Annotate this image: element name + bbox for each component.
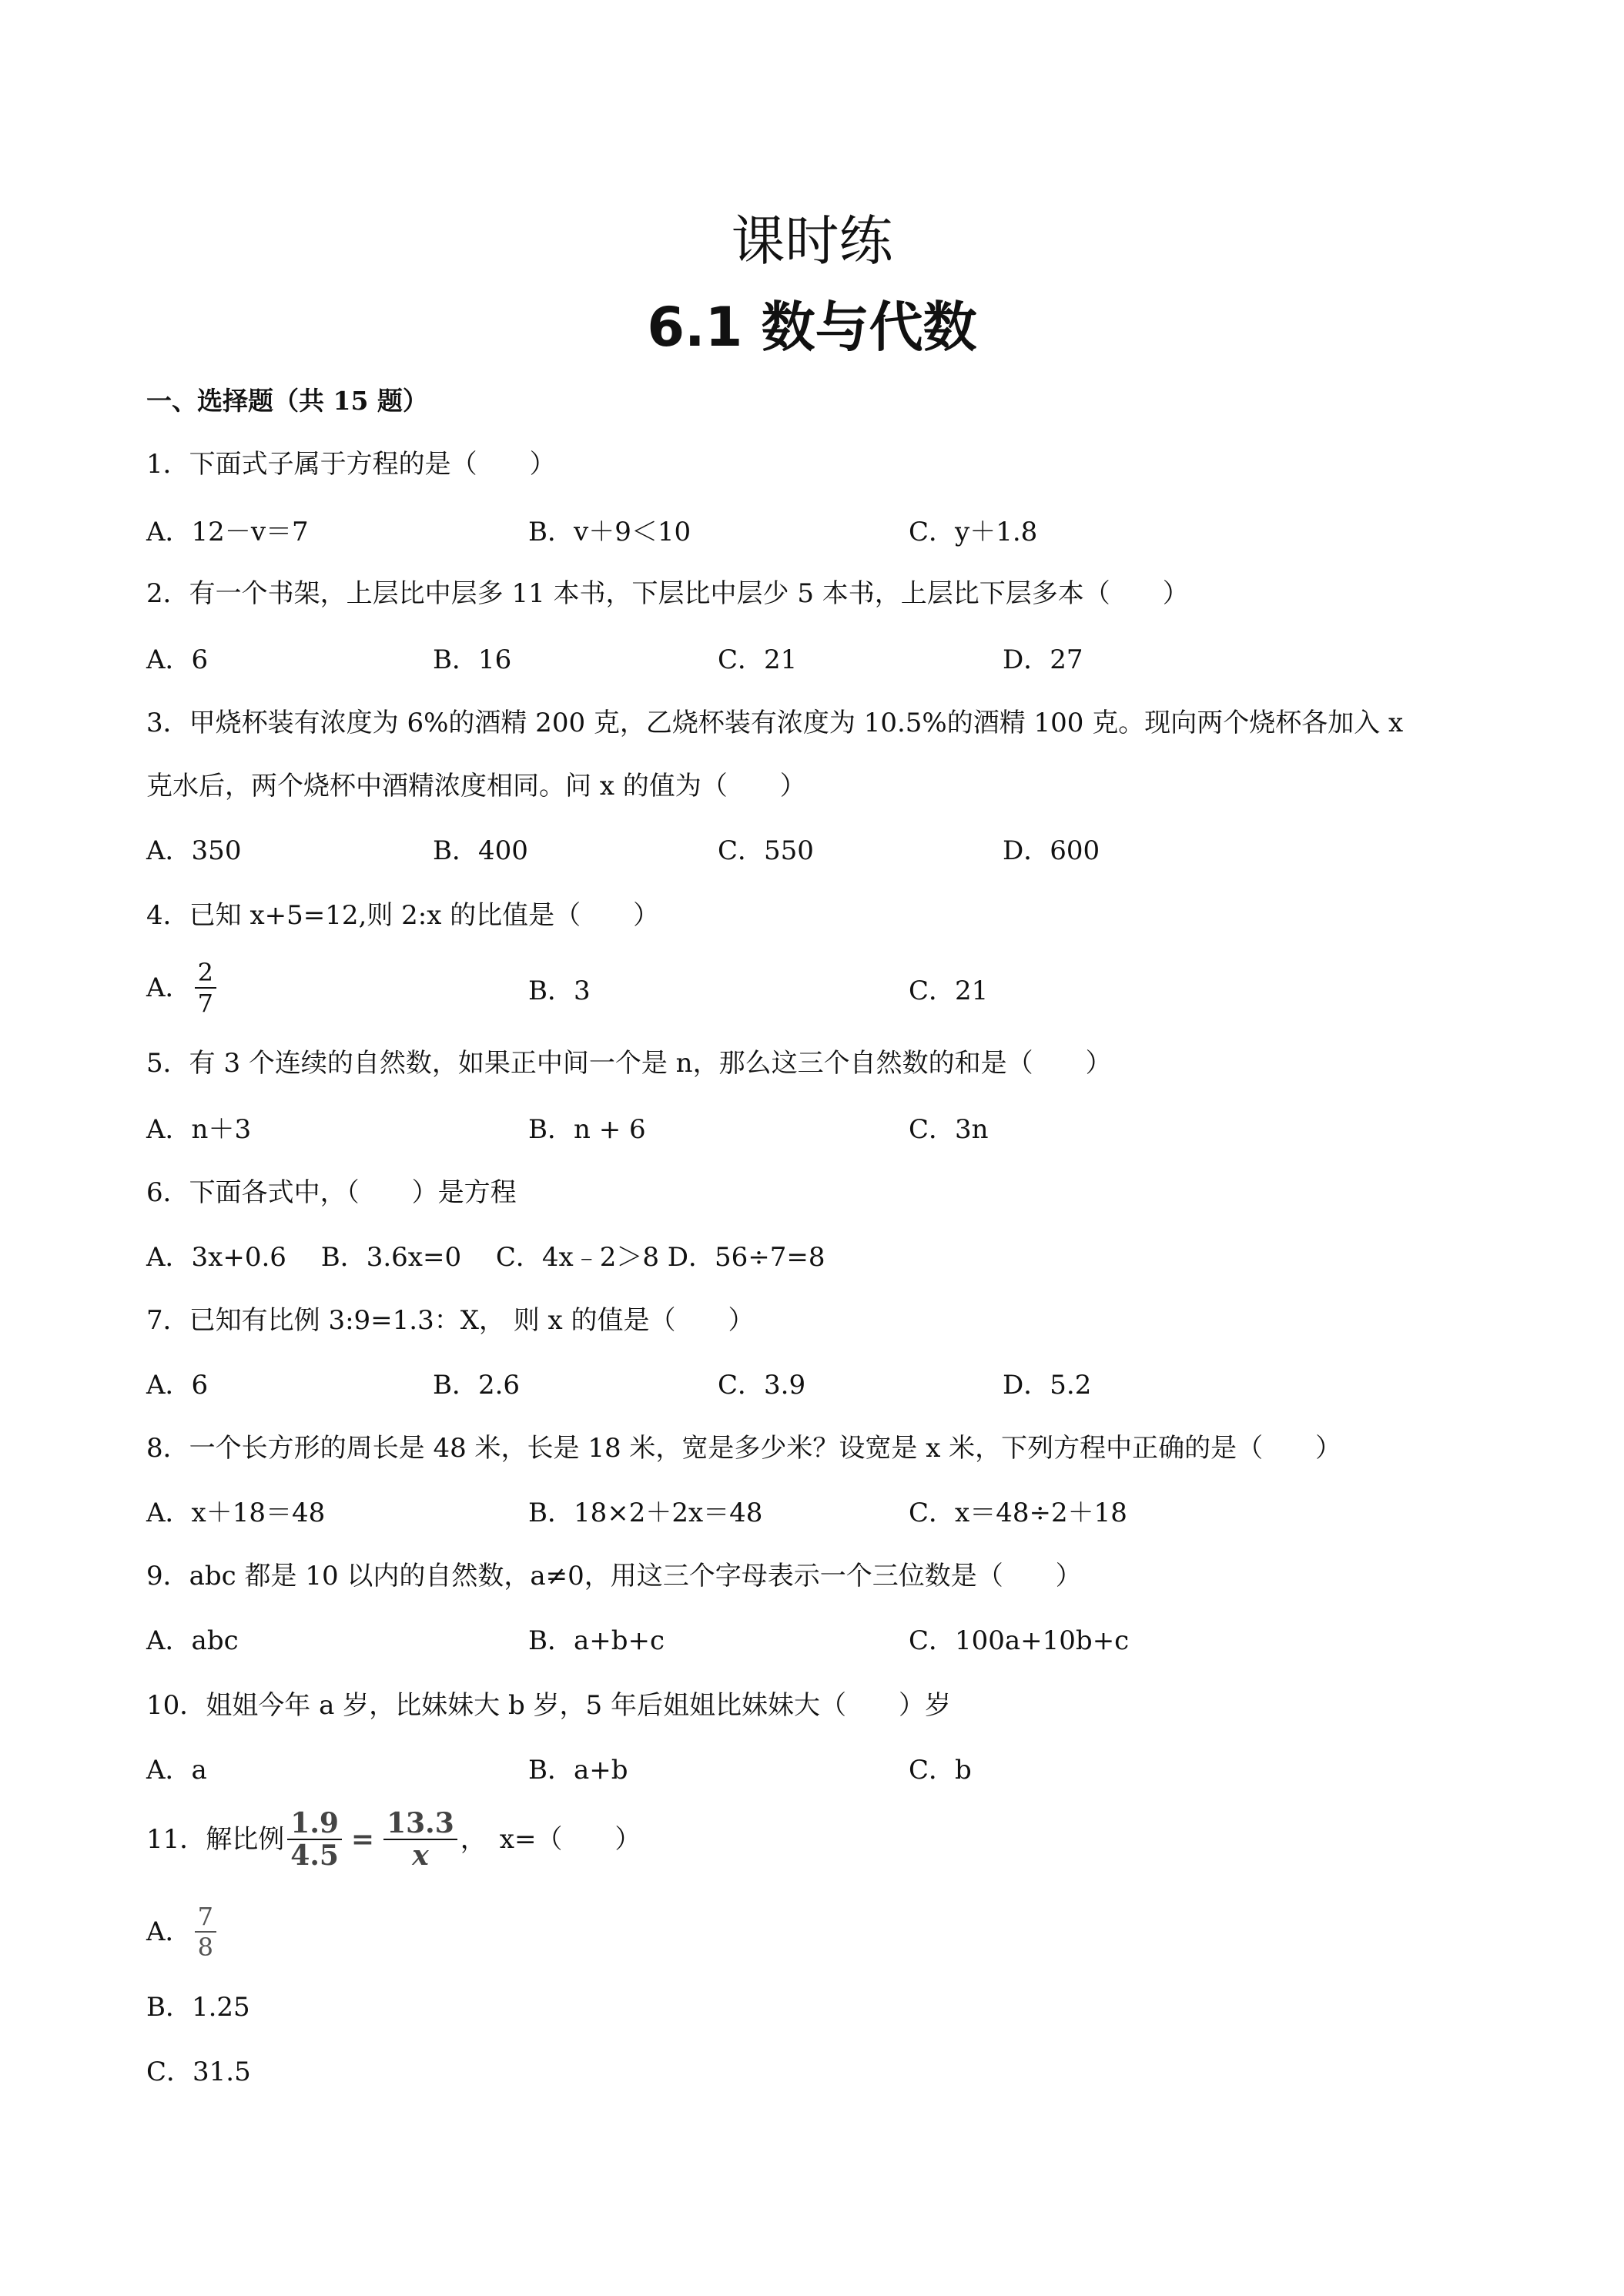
fraction-numerator: 2 bbox=[195, 958, 216, 989]
q11-prefix: 11．解比例 bbox=[146, 1824, 285, 1855]
q4-option-c: C．21 bbox=[909, 976, 989, 1006]
q10-option-c: C．b bbox=[909, 1755, 972, 1786]
q2-option-c: C．21 bbox=[718, 644, 798, 675]
q3-option-a: A．350 bbox=[146, 835, 242, 866]
question-8: 8．一个长方形的周长是 48 米，长是 18 米，宽是多少米？设宽是 x 米，下列方程中正确的是（ ） bbox=[146, 1433, 1342, 1464]
q11-option-a bbox=[146, 1902, 219, 1962]
question-5: 5．有 3 个连续的自然数，如果正中间一个是 n，那么这三个自然数的和是（ ） bbox=[146, 1048, 1112, 1079]
q7-option-c: C．3.9 bbox=[718, 1370, 806, 1401]
question-3-line-1: 3．甲烧杯装有浓度为 6%的酒精 200 克，乙烧杯装有浓度为 10.5%的酒精 100 克。现向两个烧杯各加入 x bbox=[146, 708, 1404, 738]
question-9: 9．abc 都是 10 以内的自然数，a≠0，用这三个字母表示一个三位数是（ ） bbox=[146, 1561, 1082, 1591]
question-6: 6．下面各式中，（ ）是方程 bbox=[146, 1177, 517, 1208]
fraction-numerator: 7 bbox=[195, 1902, 216, 1933]
q10-option-b: B．a+b bbox=[528, 1755, 628, 1786]
fraction-denominator: x bbox=[412, 1839, 429, 1872]
q11-equals-sign: = bbox=[350, 1823, 375, 1856]
q2-option-a: A．6 bbox=[146, 644, 209, 675]
q2-option-b: B．16 bbox=[433, 644, 512, 675]
q8-option-c: C．x＝48÷2＋18 bbox=[909, 1498, 1127, 1528]
q4-option-a bbox=[146, 958, 219, 1018]
q1-option-b: B．v＋9＜10 bbox=[528, 517, 691, 547]
fraction-numerator: 1.9 bbox=[287, 1808, 342, 1840]
question-1: 1．下面式子属于方程的是（ ） bbox=[146, 449, 556, 480]
fraction-denominator: 4.5 bbox=[290, 1839, 339, 1872]
q3-option-d: D．600 bbox=[1003, 835, 1100, 866]
q1-option-c: C．y＋1.8 bbox=[909, 517, 1038, 547]
q11-option-a-fraction bbox=[195, 1902, 216, 1962]
q11-fraction-left bbox=[287, 1808, 342, 1871]
q2-option-d: D．27 bbox=[1003, 644, 1083, 675]
q11-option-b: B．1.25 bbox=[146, 1992, 250, 2023]
question-11 bbox=[146, 1808, 641, 1871]
q3-option-b: B．400 bbox=[433, 835, 528, 866]
section-heading: 一、选择题（共 15 题） bbox=[146, 386, 428, 416]
q7-option-a: A．6 bbox=[146, 1370, 209, 1401]
q7-option-d: D．5.2 bbox=[1003, 1370, 1092, 1401]
question-4: 4．已知 x+5=12,则 2:x 的比值是（ ） bbox=[146, 900, 660, 931]
q7-option-b: B．2.6 bbox=[433, 1370, 521, 1401]
q11-option-c: C．31.5 bbox=[146, 2057, 251, 2087]
q5-option-a: A．n＋3 bbox=[146, 1114, 252, 1145]
q1-option-a: A．12－v＝7 bbox=[146, 517, 309, 547]
q11-suffix: ， x=（ ） bbox=[460, 1824, 641, 1855]
q4-option-a-label: A． bbox=[146, 972, 192, 1003]
question-10: 10．姐姐今年 a 岁，比妹妹大 b 岁，5 年后姐姐比妹妹大（ ）岁 bbox=[146, 1690, 951, 1721]
fraction-denominator: 8 bbox=[197, 1933, 213, 1962]
q4-option-a-fraction bbox=[195, 958, 216, 1018]
fraction-denominator: 7 bbox=[197, 989, 213, 1018]
q6-options: A．3x+0.6 B．3.6x=0 C．4x﹣2＞8 D．56÷7=8 bbox=[146, 1242, 825, 1273]
q10-option-a: A．a bbox=[146, 1755, 207, 1786]
q5-option-b: B．n + 6 bbox=[528, 1114, 646, 1145]
page-subtitle: 6.1 数与代数 bbox=[647, 296, 977, 359]
question-7: 7．已知有比例 3:9=1.3：X， 则 x 的值是（ ） bbox=[146, 1305, 755, 1336]
q9-option-a: A．abc bbox=[146, 1625, 239, 1656]
q5-option-c: C．3n bbox=[909, 1114, 989, 1145]
q9-option-b: B．a+b+c bbox=[528, 1625, 665, 1656]
question-3-line-2: 克水后，两个烧杯中酒精浓度相同。问 x 的值为（ ） bbox=[146, 771, 806, 802]
q11-fraction-right bbox=[383, 1808, 457, 1871]
page-title: 课时练 bbox=[731, 209, 893, 273]
q8-option-a: A．x＋18＝48 bbox=[146, 1498, 326, 1528]
q11-option-a-label: A． bbox=[146, 1916, 192, 1947]
q9-option-c: C．100a+10b+c bbox=[909, 1625, 1130, 1656]
q4-option-b: B．3 bbox=[528, 976, 591, 1006]
q3-option-c: C．550 bbox=[718, 835, 814, 866]
q8-option-b: B．18×2＋2x＝48 bbox=[528, 1498, 763, 1528]
fraction-numerator: 13.3 bbox=[383, 1808, 457, 1840]
question-2: 2．有一个书架，上层比中层多 11 本书，下层比中层少 5 本书，上层比下层多本（ ） bbox=[146, 578, 1189, 609]
